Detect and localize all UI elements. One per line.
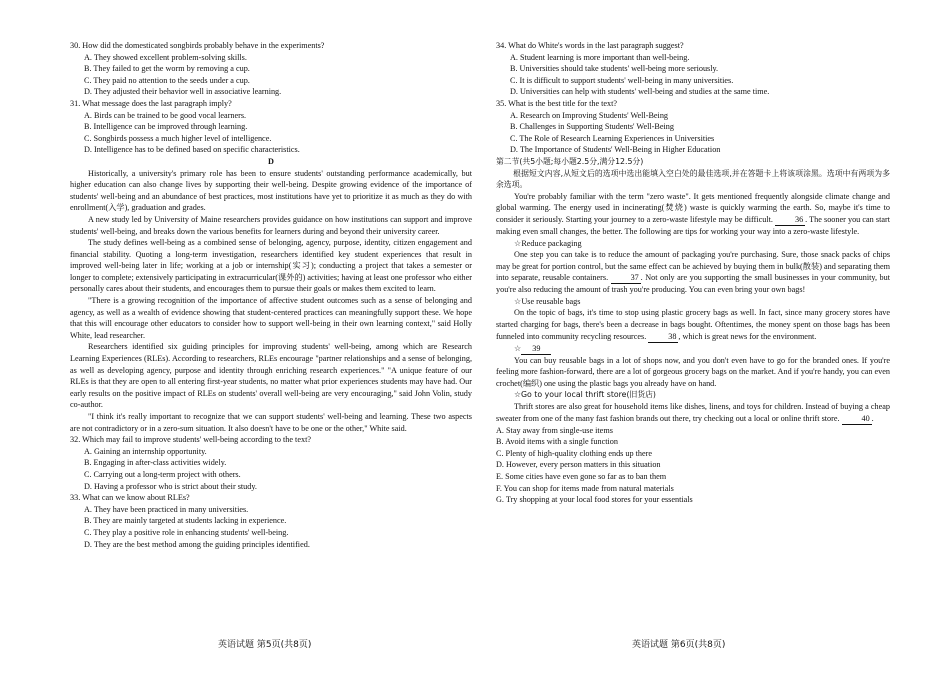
question-34-option-c: C. It is difficult to support students' well-being in many universities. [510, 75, 734, 85]
cloze-p5-text-a: Thrift stores are also great for household items like dishes, linens, and toys for children. Instead of buying a cheap sweater from one of the many fast fashion brands out there, try checking out a local or online thrift store. [496, 402, 890, 423]
cloze-paragraph-3 [496, 307, 890, 342]
right-column [496, 40, 890, 506]
question-31-option-d: D. Intelligence has to be defined based on specific characteristics. [84, 145, 300, 155]
choice-a: A. Stay away from single-use items [496, 425, 613, 435]
left-column [70, 40, 472, 550]
choice-g: G. Try shopping at your local food stores for your essentials [496, 495, 693, 505]
left-page-footer: 英语试题 第5页(共8页) [218, 640, 312, 650]
passage-d-paragraph-2: A new study led by University of Maine researchers provides guidance on how institutions can support and improve students' well-being, and breaks down the various benefits for learners during and beyond their university career. [70, 214, 472, 236]
tip-star: ☆ [514, 343, 522, 353]
cloze-p1-text-b: . The sooner you can start making even small changes, the better. The following are tips for working your way into a zero-waste lifestyle. [496, 214, 890, 236]
question-32-option-a: A. Gaining an internship opportunity. [84, 446, 207, 456]
cloze-p3-text-b: , which is great news for the environment. [678, 331, 817, 341]
tip-blank-39 [496, 343, 890, 355]
right-page-footer: 英语试题 第6页(共8页) [632, 640, 726, 650]
question-32-option-d: D. Having a professor who is strict about their study. [84, 481, 257, 491]
passage-d-paragraph-6: "I think it's really important to recognize that we can support students' well-being and learning. These two aspects are not contradictory or in a zero-sum situation. It also doesn't have to be one or the other," White said. [70, 412, 472, 433]
question-30-option-c: C. They paid no attention to the seeds under a cup. [84, 75, 250, 85]
question-34-option-a: A. Student learning is more important than well-being. [510, 52, 690, 62]
tip-reusable-bags: ☆Use reusable bags [514, 296, 581, 306]
cloze-p2-text-a: One step you can take is to reduce the amount of packaging you're purchasing. Sure, those snack packs of chips may be great for portion control, but the same effect can be achieved by buying them in bulk(散装) and separating them into separate, reusable containers. [496, 250, 890, 283]
question-32-option-c: C. Carrying out a long-term project with others. [84, 469, 241, 479]
cloze-p5-text-b: . [871, 413, 874, 423]
passage-d-paragraph-1: Historically, a university's primary role has been to ensure students' outstanding performance academically, but higher education can also change lives by supporting their well-being. Despite growing evidence of the importance of students' well-being and an abundance of best practices, most institutions have yet to prioritize it as much as they do with enrollment(入学), graduation and grades. [70, 168, 472, 213]
passage-d-paragraph-3: The study defines well-being as a combined sense of belonging, agency, purpose, identity, citizen engagement and financial stability. Quoting a long-term investigation, researchers identified key student experiences that result in improved well-being later in life; working at a job or internship(实习); conducting a project that takes a semester or longer to complete; extensively participating in extracurricular(课外的) activities; having at least one professor who either personally cares about their students, and encourages them to pursue their goals or makes them excited to learn. [70, 238, 472, 294]
question-35-option-b: B. Challenges in Supporting Students' Well-Being [510, 122, 674, 132]
cloze-paragraph-2 [496, 249, 890, 296]
choice-b: B. Avoid items with a single function [496, 437, 618, 447]
blank-40: 40 [842, 414, 872, 425]
blank-36: 36 [775, 215, 805, 226]
question-31-option-a: A. Birds can be trained to be good vocal learners. [84, 110, 247, 120]
question-35-option-d: D. The Importance of Students' Well-Being in Higher Education [510, 145, 721, 155]
section-2-title: 第二节(共5小题;每小题2.5分,满分12.5分) [496, 156, 644, 166]
cloze-paragraph-1 [496, 191, 890, 238]
blank-37: 37 [611, 273, 641, 284]
question-33-option-b: B. They are mainly targeted at students lacking in experience. [84, 516, 287, 526]
choice-d: D. However, every person matters in this situation [496, 460, 661, 470]
question-35-stem: 35. What is the best title for the text? [496, 98, 618, 108]
question-30-stem: 30. How did the domesticated songbirds probably behave in the experiments? [70, 41, 325, 50]
blank-38: 38 [648, 332, 678, 343]
passage-d-paragraph-5: Researchers identified six guiding principles for improving students' well-being, among which are Research Learning Experiences (RLEs). According to researchers, RLEs encourage "partner relationships and a sense of belonging, as well as developing agency, purpose and identity through enriching research experiences." "A unique feature of our RLEs is that they are open to all entering first-year students, no matter what prior experiences students may have had. Our early results on the positive impact of RLEs on students' overall well-being are very encouraging," said John Volin, study co-author. [70, 342, 472, 410]
cloze-p3-text-a: On the topic of bags, it's time to stop using plastic grocery bags as well. In fact, since many grocery stores have started charging for bags, there's been a decrease in bags bought. Oftentimes, the money spent on those bags has been funneled into community recycling resources. [496, 308, 890, 341]
question-32-stem: 32. Which may fail to improve students' well-being according to the text? [70, 435, 311, 445]
cloze-paragraph-5 [496, 401, 890, 425]
choice-f: F. You can shop for items made from natural materials [496, 483, 674, 493]
question-31-option-c: C. Songbirds possess a much higher level of intelligence. [84, 133, 272, 143]
cloze-p1-text-a: You're probably familiar with the term "zero waste". It gets mentioned frequently alongside climate change and global warming. The energy used in incinerating(焚烧) waste is quickly warming the earth. So, maybe it's time to consider it seriously. Starting your journey to a zero-waste lifestyle may be difficult. [496, 191, 890, 224]
question-34-option-b: B. Universities should take students' well-being more seriously. [510, 64, 719, 74]
question-33-option-a: A. They have been practiced in many universities. [84, 504, 249, 514]
question-33-option-d: D. They are the best method among the guiding principles identified. [84, 539, 310, 549]
tip-thrift-store: ☆Go to your local thrift store(旧货店) [514, 390, 656, 400]
question-31-stem: 31. What message does the last paragraph imply? [70, 98, 232, 108]
question-35-option-c: C. The Role of Research Learning Experiences in Universities [510, 133, 715, 143]
blank-39: 39 [521, 344, 551, 355]
question-31-option-b: B. Intelligence can be improved through learning. [84, 122, 248, 132]
question-34-stem: 34. What do White's words in the last paragraph suggest? [496, 41, 684, 50]
question-34-option-d: D. Universities can help with students' well-being and studies at the same time. [510, 87, 770, 97]
question-30-option-d: D. They adjusted their behavior well in associative learning. [84, 87, 282, 97]
passage-d-paragraph-4: "There is a growing recognition of the importance of affective student outcomes such as a sense of belonging and agency, as well as a wealth of evidence showing that student-centered practices can meaningfully support these. We hope that this will encourage other educators to consider how to support well-being in their own learning context," said Holly White, lead researcher. [70, 296, 472, 340]
section-2-instructions: 根据短文内容,从短文后的选项中选出能填入空白处的最佳选项,并在答题卡上将该项涂黑。选项中有两项为多余选项。 [496, 168, 890, 190]
question-30-option-b: B. They failed to get the worm by removing a cup. [84, 64, 250, 74]
question-35-option-a: A. Research on Improving Students' Well-Being [510, 110, 669, 120]
choice-c: C. Plenty of high-quality clothing ends up there [496, 448, 652, 458]
question-33-stem: 33. What can we know about RLEs? [70, 493, 190, 503]
tip-reduce-packaging: ☆Reduce packaging [514, 238, 582, 248]
choice-e: E. Some cities have even gone so far as to ban them [496, 472, 667, 481]
cloze-paragraph-4: You can buy reusable bags in a lot of shops now, and you don't even have to go for the branded ones. If you're feeling more fashion-forward, there are a lot of gorgeous grocery bags on the market. And if you're handy, you can even crochet(编织) one using the plastic bags you already have on hand. [496, 355, 890, 388]
question-33-option-c: C. They play a positive role in enhancing students' well-being. [84, 527, 289, 537]
cloze-p2-text-b: . Not only are you supporting the small businesses in your community, but you're also reducing the amount of trash you're producing. You can even bring your own bags! [496, 273, 890, 295]
question-30-option-a: A. They showed excellent problem-solving skills. [84, 52, 247, 62]
question-32-option-b: B. Engaging in after-class activities widely. [84, 458, 227, 468]
section-d-heading: D [268, 156, 274, 166]
